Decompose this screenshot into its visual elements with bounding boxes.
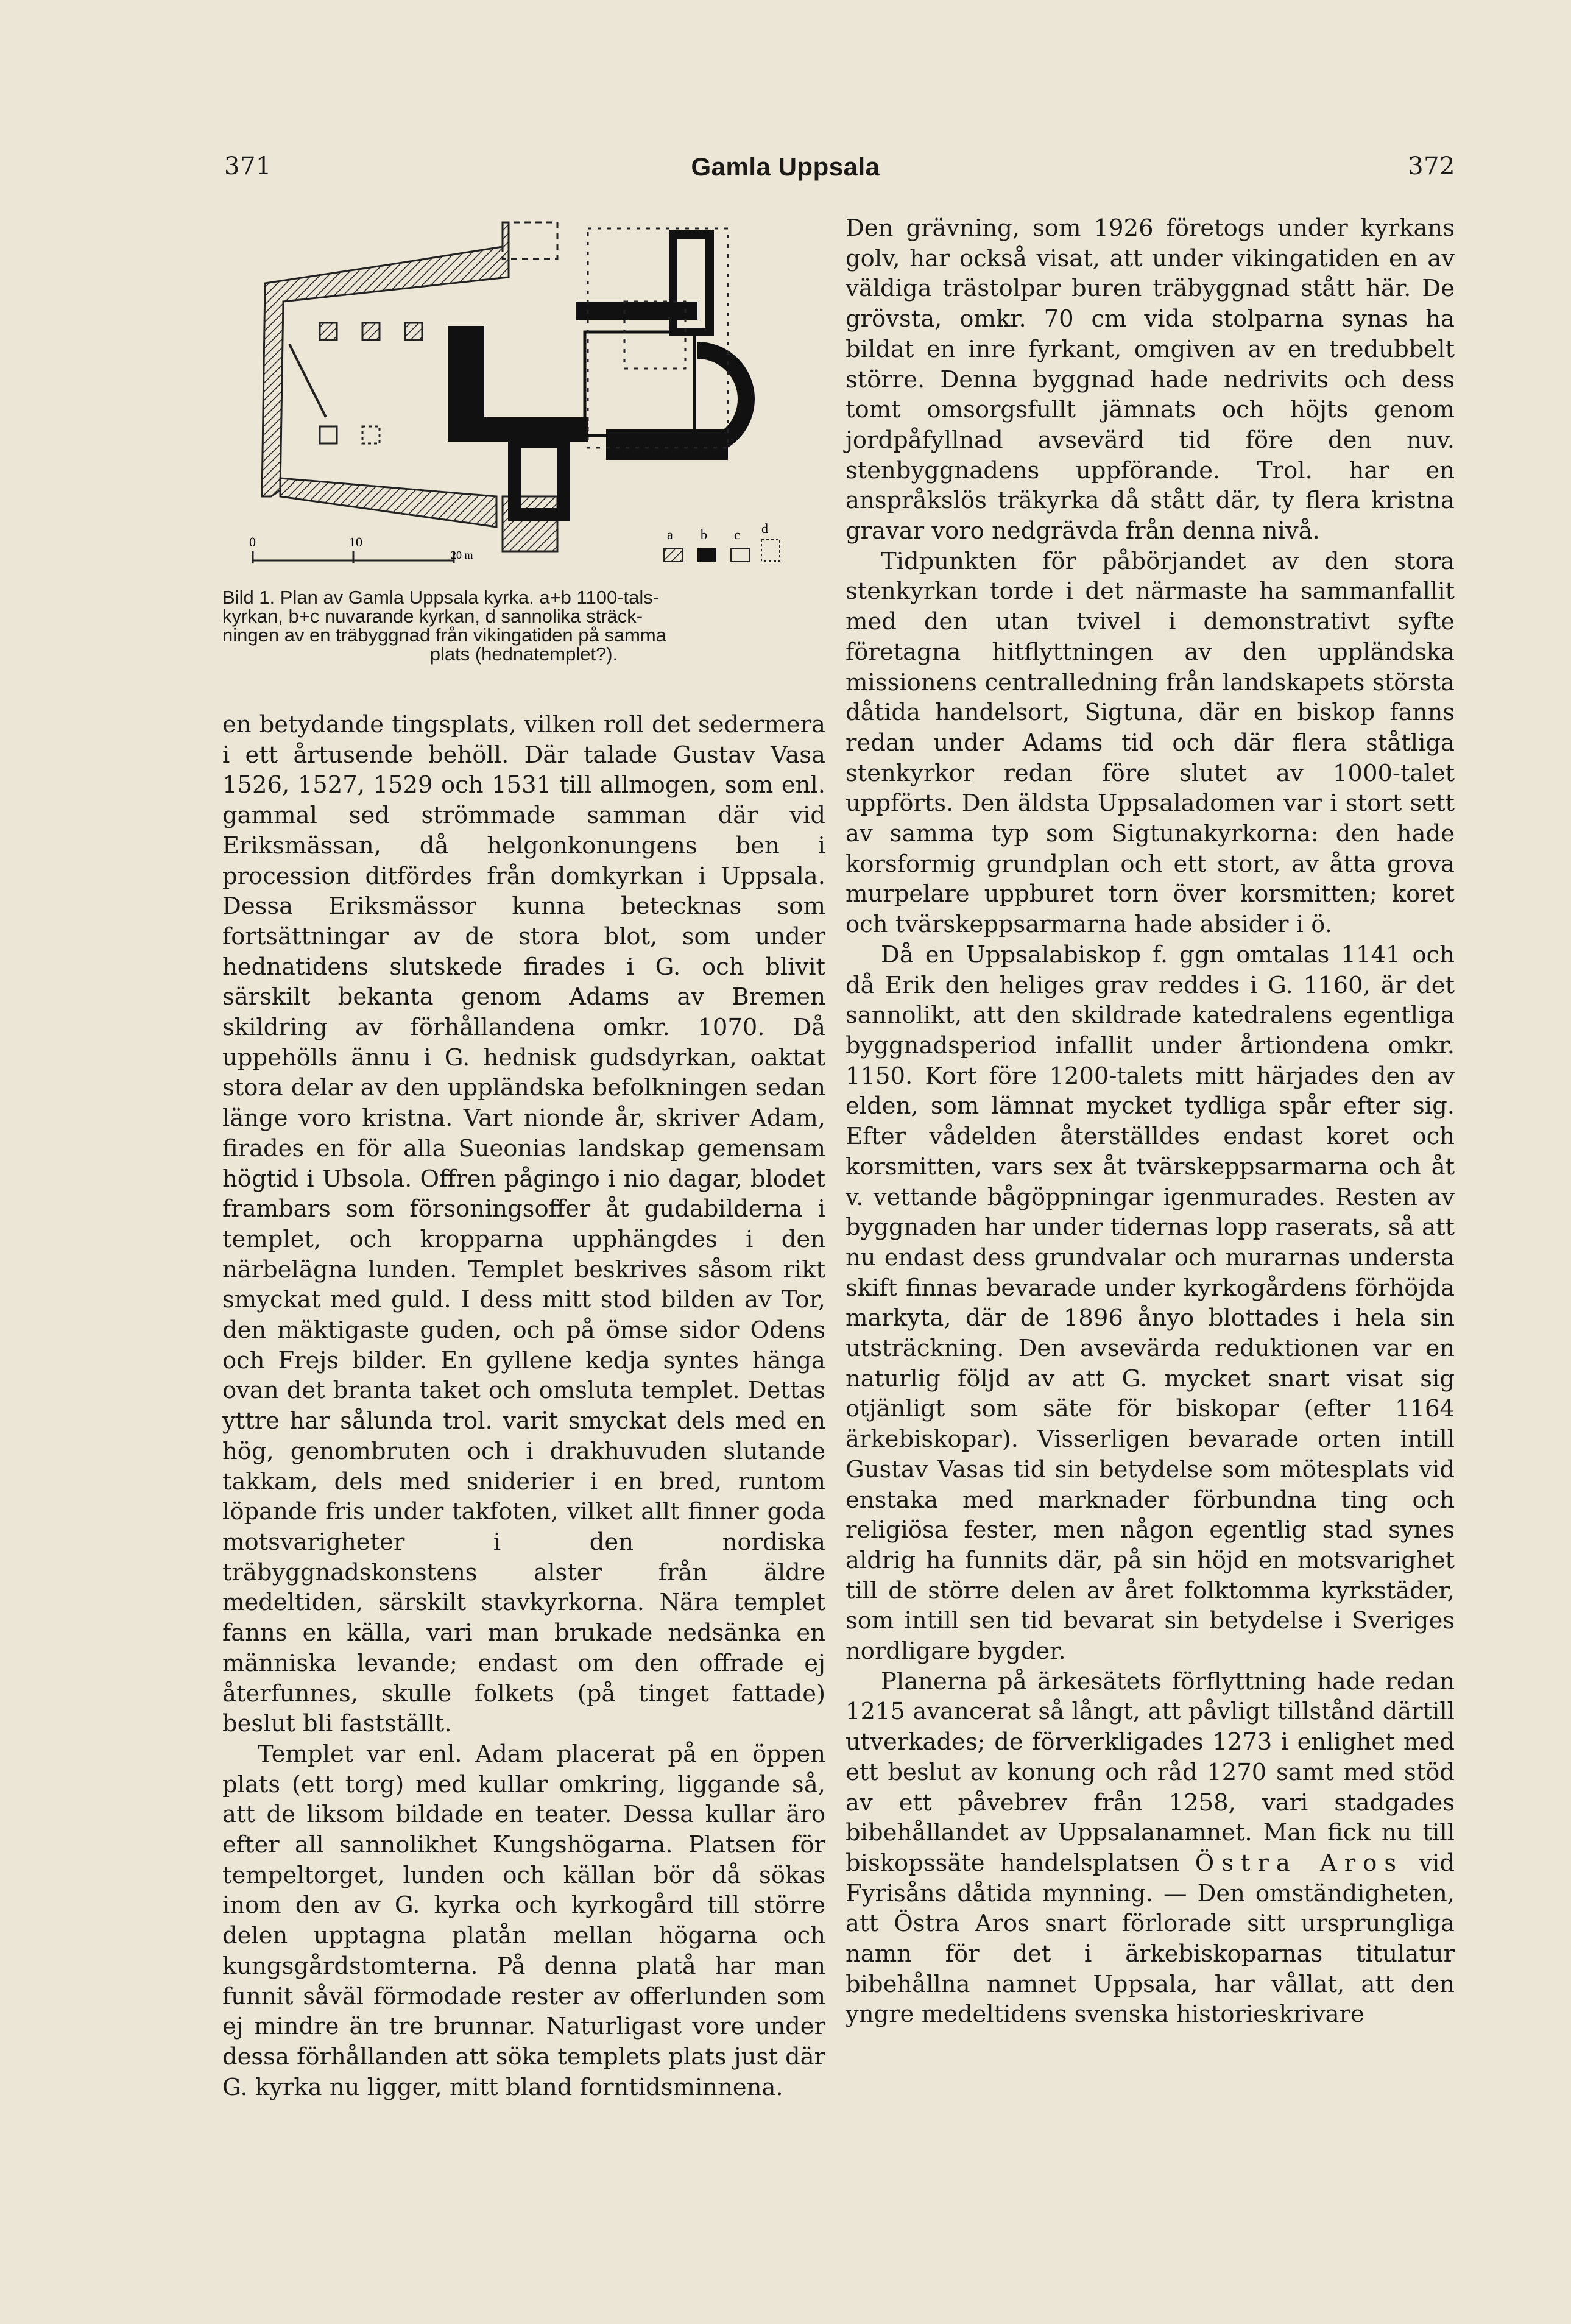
scale-end-label: 20 m <box>451 549 473 561</box>
caption-line-3: ningen av en träbyggnad från vikingatiden på samma <box>222 624 666 646</box>
legend-c-swatch <box>731 548 749 562</box>
legend-c-label: c <box>734 527 740 542</box>
left-paragraph-1: en betydande tingsplats, vilken roll det sedermera i ett årtusende behöll. Där talade Gustav Vasa 1526, 1527, 1529 och 1531 till allmogen, som enl. gammal sed strömmade samman där vid Eriksmässan, då helgonkonungens ben i procession ditfördes från domkyrkan i Uppsala. Dessa Eriksmässor kunna betecknas som fortsättningar av de stora blot, som under hednatidens slutskede firades i G. och blivit särskilt bekanta genom Adams av Bremen skildring av förhållandena omkr. 1070. Då uppehölls ännu i G. hednisk gudsdyrkan, oaktat stora delar av den uppländska befolkningen sedan länge voro kristna. Vart nionde år, skriver Adam, firades en för alla Sueonias landskap gemensam högtid i Ubsola. Offren pågingo i nio dagar, blodet frambars som försoningsoffer åt gudabilderna i templet, och kropparna upphängdes i den närbelägna lunden. Templet beskrives såsom rikt smyckat med guld. I dess mitt stod bilden av Tor, den mäktigaste guden, och på ömse sidor Odens och Frejs bilder. En gyllene kedja syntes hänga ovan det branta taket och omsluta templet. Dettas yttre har sålunda trol. varit smyckat dels med en hög, genombruten och i drakhuvuden slutande takkam, dels med sniderier i en bred, runtom löpande fris under takfoten, vilket allt finner goda motsvarigheter i den nordiska träbyggnadskonstens alster från äldre medeltiden, särskilt stavkyrkorna. Nära templet fanns en källa, vari man brukade nedsänka en människa levande; endast om den offrade ej återfunnes, skulle folkets (på tinget fattade) beslut bli fastställt. <box>222 711 825 1738</box>
caption-line-2: kyrkan, b+c nuvarande kyrkan, d sannolika sträck- <box>222 606 643 627</box>
caption-line-1: Bild 1. Plan av Gamla Uppsala kyrka. a+b 1100-tals- <box>222 587 660 608</box>
right-paragraph-4 <box>846 1667 1455 2030</box>
scale-mid-label: 10 <box>349 534 362 549</box>
church-plan-drawing <box>247 210 825 582</box>
scale-zero-label: 0 <box>249 534 256 549</box>
right-paragraph-1: Den grävning, som 1926 företogs under kyrkans golv, har också visat, att under vikingatiden en av väldiga trästolpar buren träbyggnad stått här. De grövsta, omkr. 70 cm vida stolparna synas ha bildat en inre fyrkant, omgiven av en tredubbelt större. Denna byggnad hade nedrivits och dess tomt omsorgsfullt jämnats och höjts genom jordpåfyllnad avsevärd tid före den nuv. stenbyggnadens uppförande. Trol. har en anspråkslös träkyrka då stått där, ty flera kristna gravar voro nedgrävda från denna nivå. <box>846 214 1455 545</box>
right-paragraph-2: Tidpunkten för påbörjandet av den stora stenkyrkan torde i det närmaste ha sammanfallit med den utan tvivel i demonstrativt syfte företagna hitflyttningen av den uppländska missionens centralledning från landskapets största dåtida handelsort, Sigtuna, där en biskop fanns redan under Adams tid och där flera ståtliga stenkyrkor redan före slutet av 1000-talet uppförts. Den äldsta Uppsaladomen var i stort sett av samma typ som Sigtunakyrkorna: den hade korsformig grundplan och ett stort, av åtta grova murpelare uppburet torn över korsmitten; koret och tvärskeppsarmarna hade absider i ö. <box>846 547 1455 939</box>
legend-d-label: d <box>761 521 768 536</box>
right-page-number: 372 <box>1408 152 1455 180</box>
right-paragraph-4-end: vid Fyrisåns dåtida mynning. — Den omständigheten, att Östra Aros snart förlorade sitt ursprungliga namn för det i ärkebiskoparnas titulatur bibehållna namnet Uppsala, har vållat, att den yngre medeltidens svenska historieskrivare <box>846 1849 1455 2029</box>
church-plan-figure <box>247 210 825 582</box>
left-column-text <box>222 710 825 2102</box>
legend-b-swatch <box>697 548 716 562</box>
scale-bar <box>249 534 473 563</box>
left-page-number: 371 <box>224 152 272 180</box>
legend-a-swatch <box>664 548 682 562</box>
caption-line-4: plats (hednatemplet?). <box>429 643 618 665</box>
right-paragraph-3: Då en Uppsalabiskop f. ggn omtalas 1141 och då Erik den heliges grav reddes i G. 1160, är det sannolikt, att den skildrade katedralens egentliga byggnadsperiod infallit under årtiondena omkr. 1150. Kort före 1200-talets mitt härjades den av elden, som lämnat mycket tydliga spår efter sig. Efter vådelden återställdes endast koret och korsmitten, vars sex åt tvärskeppsarmarna och åt v. vettande bågöppningar igenmurades. Resten av byggnaden har under tidernas lopp raserats, så att nu endast dess grundvalar och murarnas understa skift finnas bevarade under kyrkogårdens förhöjda markyta, där de 1896 ånyo blottades i hela sin utsträckning. Den avsevärda reduktionen var en naturlig följd av att G. mycket snart visat sig otjänligt som säte för biskopar (efter 1164 ärkebiskopar). Visserligen bevarade orten intill Gustav Vasas tid sin betydelse som mötesplats vid enstaka med marknader förbundna ting och religiösa fester, men någon egentlig stad synes aldrig ha funnits där, på sin höjd en motsvarighet till de större delen av året folktomma kyrkstäder, som intill sen tid bevarat sin betydelse i Sveriges nordligare bygder. <box>846 941 1455 1665</box>
right-paragraph-4-start: Planerna på ärkesätets förflyttning hade redan 1215 avancerat så långt, att påvligt tillstånd därtill utverkades; de förverkligades 1273 i enlighet med ett beslut av konung och råd 1270 samt med stöd av ett påvebrev från 1258, vari stadgades bibehållandet av Uppsalanamnet. Man fick nu till biskopssäte handelsplatsen <box>846 1667 1455 1877</box>
nave-pillars <box>289 323 422 443</box>
right-column-text <box>846 213 1455 2030</box>
figure-caption <box>222 588 825 663</box>
figure-legend <box>664 521 780 562</box>
running-title: Gamla Uppsala <box>691 152 880 181</box>
legend-a-label: a <box>667 527 673 542</box>
legend-d-swatch <box>761 539 780 561</box>
legend-b-label: b <box>701 527 707 542</box>
left-paragraph-2: Templet var enl. Adam placerat på en öppen plats (ett torg) med kullar omkring, liggande så, att de liksom bildade en teater. Dessa kullar äro efter all sannolikhet Kungshögarna. Platsen för tempeltorget, lunden och källan bör då sökas inom den av G. kyrka och kyrkogård till större delen upptagna platån mellan högarna och kungsgårdstomterna. På denna platå har man funnit såväl förmodade rester av offerlunden som ej mindre än tre brunnar. Naturligast vore under dessa förhållanden att söka templets plats just där G. kyrka nu ligger, mitt bland forntidsminnena. <box>222 1740 825 2101</box>
ostra-aros-spaced: Östra Aros <box>1195 1849 1404 1877</box>
